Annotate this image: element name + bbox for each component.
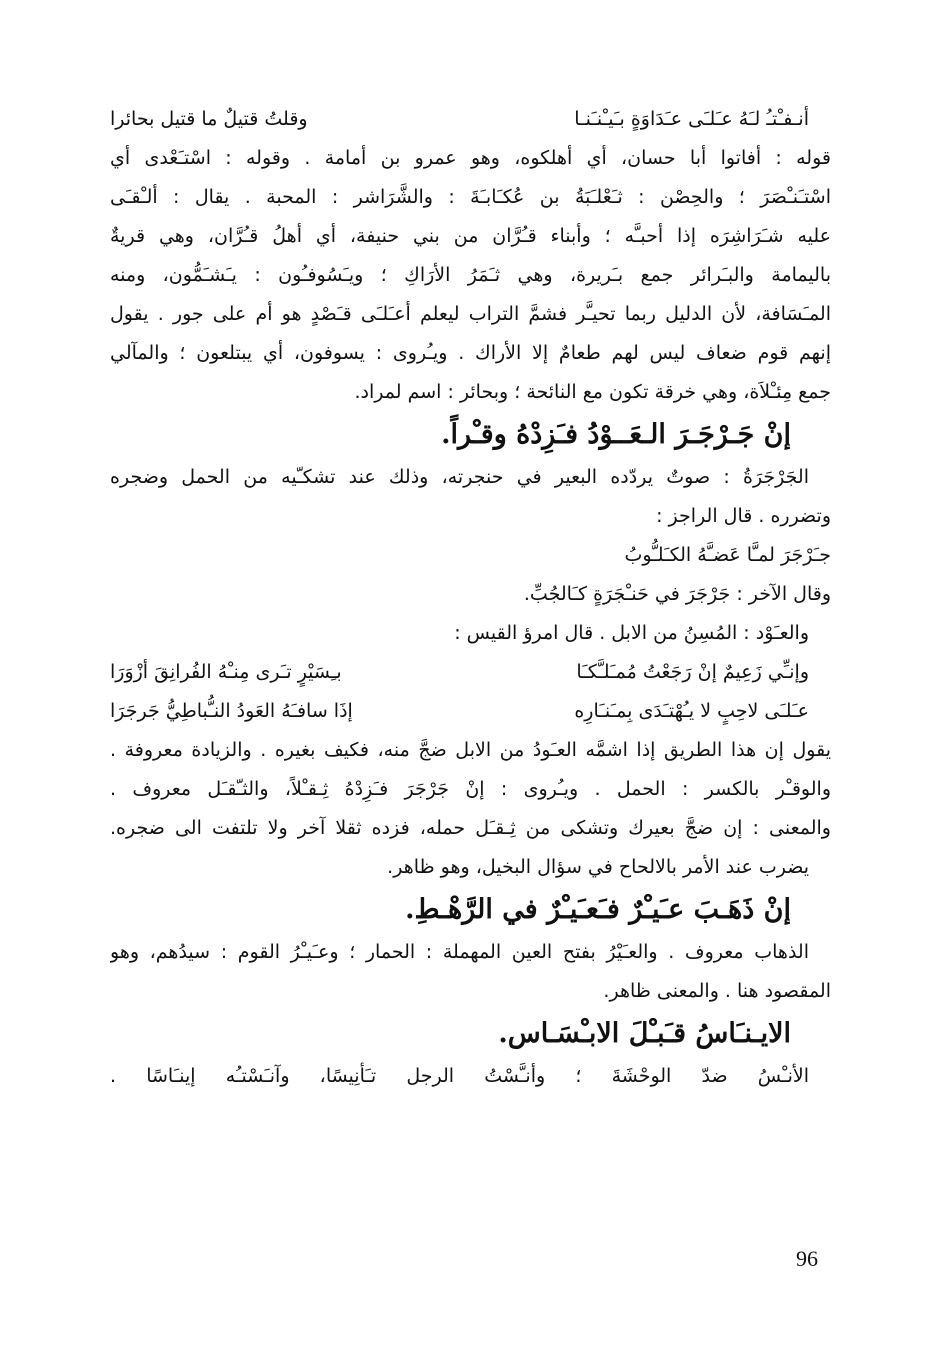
text-line: جـَرْجَرَ لمـَّا عَضـَّهُ الكـَلـُّوبُ	[624, 544, 831, 566]
page-text-body	[110, 100, 831, 1096]
proverb-heading: الايـنـَاسُ قـَبـْلَ الابـْسَـاس.	[498, 1018, 791, 1049]
verse-second-hemistich: إذَا سافـَهُ العَودُ النـُّباطِيُّ جَرجَرَا	[110, 700, 353, 722]
text-line: جمع مِئـْلاَة، وهي خرقة تكون مع النائحة ؛ وبحائر : اسم لمراد.	[354, 381, 831, 403]
text-line: وقال الآخر : جَرْجَرَ في حَنـْجَرَةٍ كـَالجُبِّ.	[523, 583, 831, 605]
text-line: يضرب عند الأمر بالالحاح في سؤال البخيل، وهو ظاهر.	[387, 856, 809, 878]
proverb-heading: إنْ ذَهَـبَ عـَيـْرٌ فـَعـَيـْرٌ في الرَّهْـطِ.	[405, 894, 791, 925]
text-line: يقول إن هذا الطريق إذا اشمَّه العـَودُ من الابل ضجَّ منه، فكيف بغيره . والزيادة معروفة .	[110, 739, 831, 761]
proverb-heading: إنْ جَـرْجَـرَ الـعَــوْدُ فـَزِدْهُ وقـْراً.	[441, 419, 791, 450]
poem-verse	[110, 653, 831, 692]
text-line: عليه شـَرَاشِرَه إذا أحبـَّه ؛ وأبناء قـُرَّان من بني حنيفة، أي أهلُ قـُرَّان، وهي قريةٌ	[110, 225, 831, 247]
text-line: قوله : أفاتوا أبا حسان، أي أهلكوه، وهو عمرو بن أمامة . وقوله : اسْتـَعْدى أي	[110, 147, 831, 169]
text-line: والعـَوْد : المُسِنُ من الابل . قال امرؤ القيس :	[454, 622, 809, 644]
text-line: المقصود هنا . والمعنى ظاهر.	[603, 980, 831, 1002]
poem-verse	[110, 692, 831, 731]
text-line: وتضرره . قال الراجز :	[656, 505, 831, 527]
poem-verse	[110, 100, 831, 139]
text-line: اسْتـَنـْصَرَ ؛ والحِصْن : ثـَعْلـَبَةُ بن عُكـَابـَةَ : والشَّرَاشر : المحبة . يقال : ألـْقـَى	[110, 186, 831, 208]
verse-first-hemistich: أنـفـْتـُ لـَهُ عـَلـَى عـَدَاوَةٍ بـَيـْنـَنـا	[574, 108, 809, 130]
page-number: 96	[796, 1246, 818, 1271]
verse-second-hemistich: وقلتُ قتيلٌ ما قتيل بحائرا	[110, 108, 308, 130]
verse-second-hemistich: بـِسَيْرٍ تـَرى مِنـْهُ الفُرانِقَ أزْوَرَا	[110, 661, 342, 683]
text-line: المـَسَافة، لأن الدليل ربما تحيـَّر فشمَّ التراب ليعلم أعـَلـَى قـَصْدٍ هو أم على جور . يقول	[110, 303, 831, 325]
text-line: الذهاب معروف . والعـَيْرُ بفتح العين المهملة : الحمار ؛ وعـَيـْرُ القوم : سيدُهم، وهو	[110, 941, 809, 963]
text-line: الجَرْجَرَةُ : صوتٌ يردّده البعير في حنجرته، وذلك عند تشكـّيه من الحمل وضجره	[110, 466, 809, 488]
text-line: والوقـْر بالكسر : الحمل . ويـُروى : إنْ جَرْجَرَ فـَزِدْهُ ثِـقـْلاً، والثـّقـَل معروف .	[110, 778, 831, 800]
text-line: إنهم قوم ضعاف ليس لهم طعامٌ إلا الأراك . ويـُروى : يسوفون، أي يبتلعون ؛ والمآلي	[110, 342, 831, 364]
verse-first-hemistich: عـَلـَى لاحِبٍ لا يـُهْتـَدَى بِمـَنـَارِه	[574, 700, 809, 722]
text-line: الأنـْسُ ضدّ الوحْشَةَ ؛ وأنـَّسْتُ الرجل تـَأنِيسًا، وآنـَسْتـُه إينـَاسًا .	[110, 1065, 809, 1087]
text-line: والمعنى : إن ضجَّ بعيرك وتشكى من ثِـقـَل حمله، فزده ثقلا آخر ولا تلتفت الى ضجره.	[110, 817, 831, 839]
verse-first-hemistich: وإنـِّي زَعِيمٌ إنْ رَجَعْتُ مُمـَلـَّكـَا	[576, 661, 809, 683]
text-line: باليمامة والبـَرائر جمع بـَريرة، وهي ثـَمَرُ الأرَاكِ ؛ ويـَسُوفـُون : يـَشـَمُّون، ومنه	[110, 264, 831, 286]
